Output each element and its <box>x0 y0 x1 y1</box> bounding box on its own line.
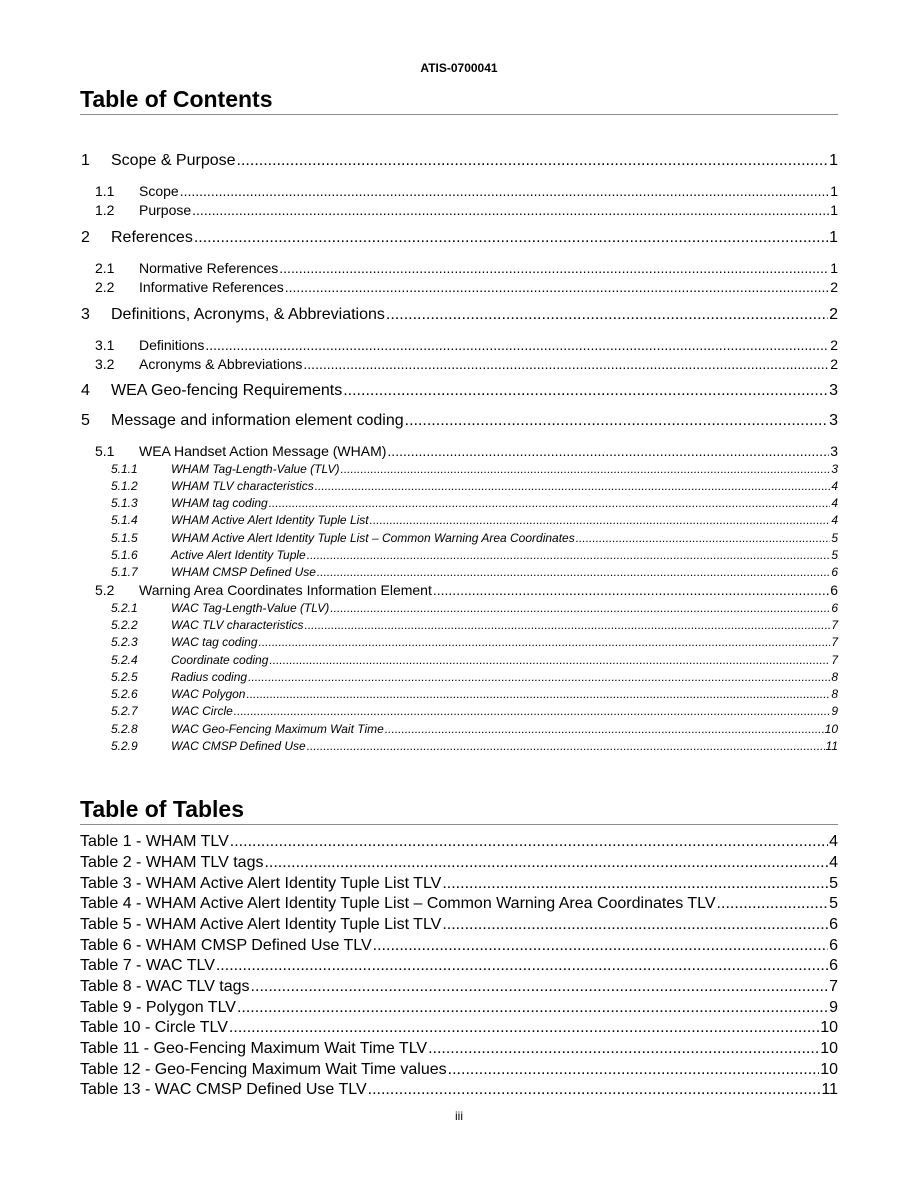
toc-entry-title: WHAM CMSP Defined Use <box>171 564 316 579</box>
table-entry[interactable] <box>80 979 838 995</box>
toc-entry-page: 7 <box>831 652 838 667</box>
toc-entry-number: 2.1 <box>95 259 115 276</box>
toc-entry-page: 2 <box>829 306 838 324</box>
table-entry-title: Table 12 - Geo-Fencing Maximum Wait Time values <box>80 1061 447 1079</box>
toc-entry-page: 5 <box>831 547 838 562</box>
toc-entry-number: 5.2 <box>95 581 115 598</box>
table-entry-page: 11 <box>821 1081 838 1099</box>
toc-entry-title: WAC Tag-Length-Value (TLV) <box>171 600 330 615</box>
table-dot-leader <box>368 1082 821 1098</box>
toc-entry-number: 5.2.6 <box>111 686 138 701</box>
table-entry[interactable] <box>80 938 838 954</box>
table-of-tables <box>80 0 838 1188</box>
table-entry-title: Table 1 - WHAM TLV <box>80 833 229 851</box>
toc-entry-page: 5 <box>831 530 838 545</box>
table-entry-page: 6 <box>829 957 838 975</box>
toc-entry-number: 5.2.8 <box>111 721 138 736</box>
toc-entry-title: Normative References <box>139 259 279 276</box>
toc-entry-page: 6 <box>831 564 838 579</box>
toc-entry-title: Coordinate coding <box>171 652 269 667</box>
table-entry-title: Table 11 - Geo-Fencing Maximum Wait Time TLV <box>80 1040 428 1058</box>
toc-entry-number: 1.2 <box>95 201 115 218</box>
toc-entry-number: 5.1.5 <box>111 530 138 545</box>
toc-entry-number: 3 <box>81 306 90 324</box>
table-entry[interactable] <box>80 834 838 850</box>
toc-entry-page: 7 <box>831 617 838 632</box>
table-entry[interactable] <box>80 855 838 871</box>
toc-entry-page: 11 <box>825 738 838 753</box>
toc-entry-title: Purpose <box>139 201 192 218</box>
toc-entry-number: 2.2 <box>95 278 115 295</box>
toc-entry-number: 5.1.3 <box>111 495 138 510</box>
toc-entry-page: 7 <box>831 634 838 649</box>
toc-entry-title: Scope <box>139 182 179 199</box>
toc-entry-title: WHAM Active Alert Identity Tuple List – Common Warning Area Coordinates <box>171 530 575 545</box>
table-entry[interactable] <box>80 876 838 892</box>
table-entry-page: 7 <box>829 978 838 996</box>
toc-heading: Table of Contents <box>80 86 273 112</box>
toc-entry-title: WEA Geo-fencing Requirements <box>111 382 343 400</box>
table-dot-leader <box>442 876 828 892</box>
table-dot-leader <box>229 1020 819 1036</box>
table-entry[interactable] <box>80 917 838 933</box>
toc-entry-title: WAC Circle <box>171 703 233 718</box>
table-entry[interactable] <box>80 1082 838 1098</box>
toc-entry-title: Active Alert Identity Tuple <box>171 547 306 562</box>
table-dot-leader <box>442 917 828 933</box>
page-number: iii <box>455 1109 463 1123</box>
table-entry-page: 6 <box>829 916 838 934</box>
table-entry[interactable] <box>80 1062 838 1078</box>
toc-entry-number: 3.1 <box>95 336 115 353</box>
table-entry-title: Table 10 - Circle TLV <box>80 1019 228 1037</box>
toc-entry-number: 5.1.1 <box>111 461 138 476</box>
toc-entry-page: 8 <box>831 686 838 701</box>
table-entry-page: 6 <box>829 937 838 955</box>
toc-entry-number: 5.1.6 <box>111 547 138 562</box>
table-dot-leader <box>230 834 828 850</box>
toc-entry-number: 5.2.9 <box>111 738 138 753</box>
toc-entry-title: Message and information element coding <box>111 412 404 430</box>
toc-entry-title: WAC TLV characteristics <box>171 617 304 632</box>
toc-entry-page: 6 <box>830 581 838 598</box>
toc-entry-page: 10 <box>824 721 838 736</box>
toc-entry-title: WAC Polygon <box>171 686 246 701</box>
table-entry-title: Table 5 - WHAM Active Alert Identity Tuple List TLV <box>80 916 442 934</box>
table-entry-title: Table 4 - WHAM Active Alert Identity Tuple List – Common Warning Area Coordinates TLV <box>80 895 716 913</box>
toc-entry-number: 5.1 <box>95 442 115 459</box>
toc-entry-title: WHAM Tag-Length-Value (TLV) <box>171 461 340 476</box>
table-dot-leader <box>448 1062 820 1078</box>
toc-entry-number: 5.2.2 <box>111 617 138 632</box>
table-entry-page: 4 <box>829 833 838 851</box>
toc-entry-number: 5.2.3 <box>111 634 138 649</box>
toc-entry-page: 4 <box>831 478 838 493</box>
toc-entry-title: Scope & Purpose <box>111 152 236 170</box>
toc-entry-title: Radius coding <box>171 669 248 684</box>
table-entry[interactable] <box>80 896 838 912</box>
toc-entry-title: Definitions <box>139 336 205 353</box>
toc-entry-page: 1 <box>829 229 838 247</box>
toc-entry-number: 5.1.7 <box>111 564 138 579</box>
table-dot-leader <box>428 1041 819 1057</box>
table-entry-title: Table 3 - WHAM Active Alert Identity Tuple List TLV <box>80 875 442 893</box>
table-dot-leader <box>216 958 828 974</box>
toc-entry-page: 3 <box>830 442 838 459</box>
document-id-header: ATIS-0700041 <box>420 61 498 75</box>
toc-entry-number: 5.1.4 <box>111 512 138 527</box>
tables-heading: Table of Tables <box>80 796 245 822</box>
toc-entry-page: 3 <box>829 382 838 400</box>
table-entry-title: Table 7 - WAC TLV <box>80 957 215 975</box>
toc-entry-page: 1 <box>830 201 838 218</box>
table-entry-title: Table 8 - WAC TLV tags <box>80 978 250 996</box>
toc-entry-title: Warning Area Coordinates Information Element <box>139 581 432 598</box>
table-entry-page: 4 <box>829 854 838 872</box>
table-dot-leader <box>264 855 828 871</box>
table-entry[interactable] <box>80 958 838 974</box>
table-dot-leader <box>373 938 828 954</box>
toc-entry-number: 5 <box>81 412 90 430</box>
toc-entry-page: 6 <box>831 600 838 615</box>
table-entry-title: Table 9 - Polygon TLV <box>80 999 236 1017</box>
table-entry-title: Table 2 - WHAM TLV tags <box>80 854 264 872</box>
toc-entry-title: References <box>111 229 193 247</box>
toc-entry-title: WHAM tag coding <box>171 495 268 510</box>
table-dot-leader <box>251 979 829 995</box>
table-entry-title: Table 6 - WHAM CMSP Defined Use TLV <box>80 937 372 955</box>
table-entry-title: Table 13 - WAC CMSP Defined Use TLV <box>80 1081 367 1099</box>
toc-entry-number: 3.2 <box>95 355 115 372</box>
toc-entry-title: WHAM Active Alert Identity Tuple List <box>171 512 369 527</box>
toc-entry-page: 4 <box>831 512 838 527</box>
table-entry[interactable] <box>80 1041 838 1057</box>
toc-entry-page: 4 <box>831 495 838 510</box>
toc-entry-number: 5.2.7 <box>111 703 138 718</box>
toc-entry-page: 3 <box>829 412 838 430</box>
toc-entry-title: Acronyms & Abbreviations <box>139 355 303 372</box>
toc-entry-number: 1 <box>81 152 90 170</box>
table-entry-page: 10 <box>820 1061 838 1079</box>
toc-entry-number: 5.2.4 <box>111 652 138 667</box>
toc-entry-title: WEA Handset Action Message (WHAM) <box>139 442 387 459</box>
table-entry[interactable] <box>80 1020 838 1036</box>
toc-entry-page: 2 <box>830 336 838 353</box>
toc-entry-number: 5.2.1 <box>111 600 138 615</box>
toc-entry-title: Informative References <box>139 278 284 295</box>
toc-entry-title: WAC tag coding <box>171 634 258 649</box>
table-dot-leader <box>237 1000 828 1016</box>
table-dot-leader <box>717 896 829 912</box>
toc-entry-title: Definitions, Acronyms, & Abbreviations <box>111 306 385 324</box>
toc-entry-title: WAC CMSP Defined Use <box>171 738 306 753</box>
toc-entry-number: 1.1 <box>95 182 115 199</box>
toc-entry-page: 3 <box>831 461 838 476</box>
table-entry-page: 9 <box>829 999 838 1017</box>
toc-entry-page: 1 <box>830 182 838 199</box>
toc-entry-page: 1 <box>830 259 838 276</box>
toc-entry-title: WAC Geo-Fencing Maximum Wait Time <box>171 721 384 736</box>
toc-entry-number: 2 <box>81 229 90 247</box>
toc-entry-number: 5.2.5 <box>111 669 138 684</box>
toc-entry-number: 5.1.2 <box>111 478 138 493</box>
toc-entry-page: 9 <box>831 703 838 718</box>
toc-entry-page: 2 <box>830 355 838 372</box>
table-entry-page: 5 <box>829 895 838 913</box>
table-entry[interactable] <box>80 1000 838 1016</box>
toc-entry-page: 1 <box>829 152 838 170</box>
toc-entry-page: 8 <box>831 669 838 684</box>
table-entry-page: 10 <box>820 1019 838 1037</box>
toc-entry-number: 4 <box>81 382 90 400</box>
table-entry-page: 5 <box>829 875 838 893</box>
toc-entry-page: 2 <box>830 278 838 295</box>
table-entry-page: 10 <box>820 1040 838 1058</box>
toc-entry-title: WHAM TLV characteristics <box>171 478 314 493</box>
